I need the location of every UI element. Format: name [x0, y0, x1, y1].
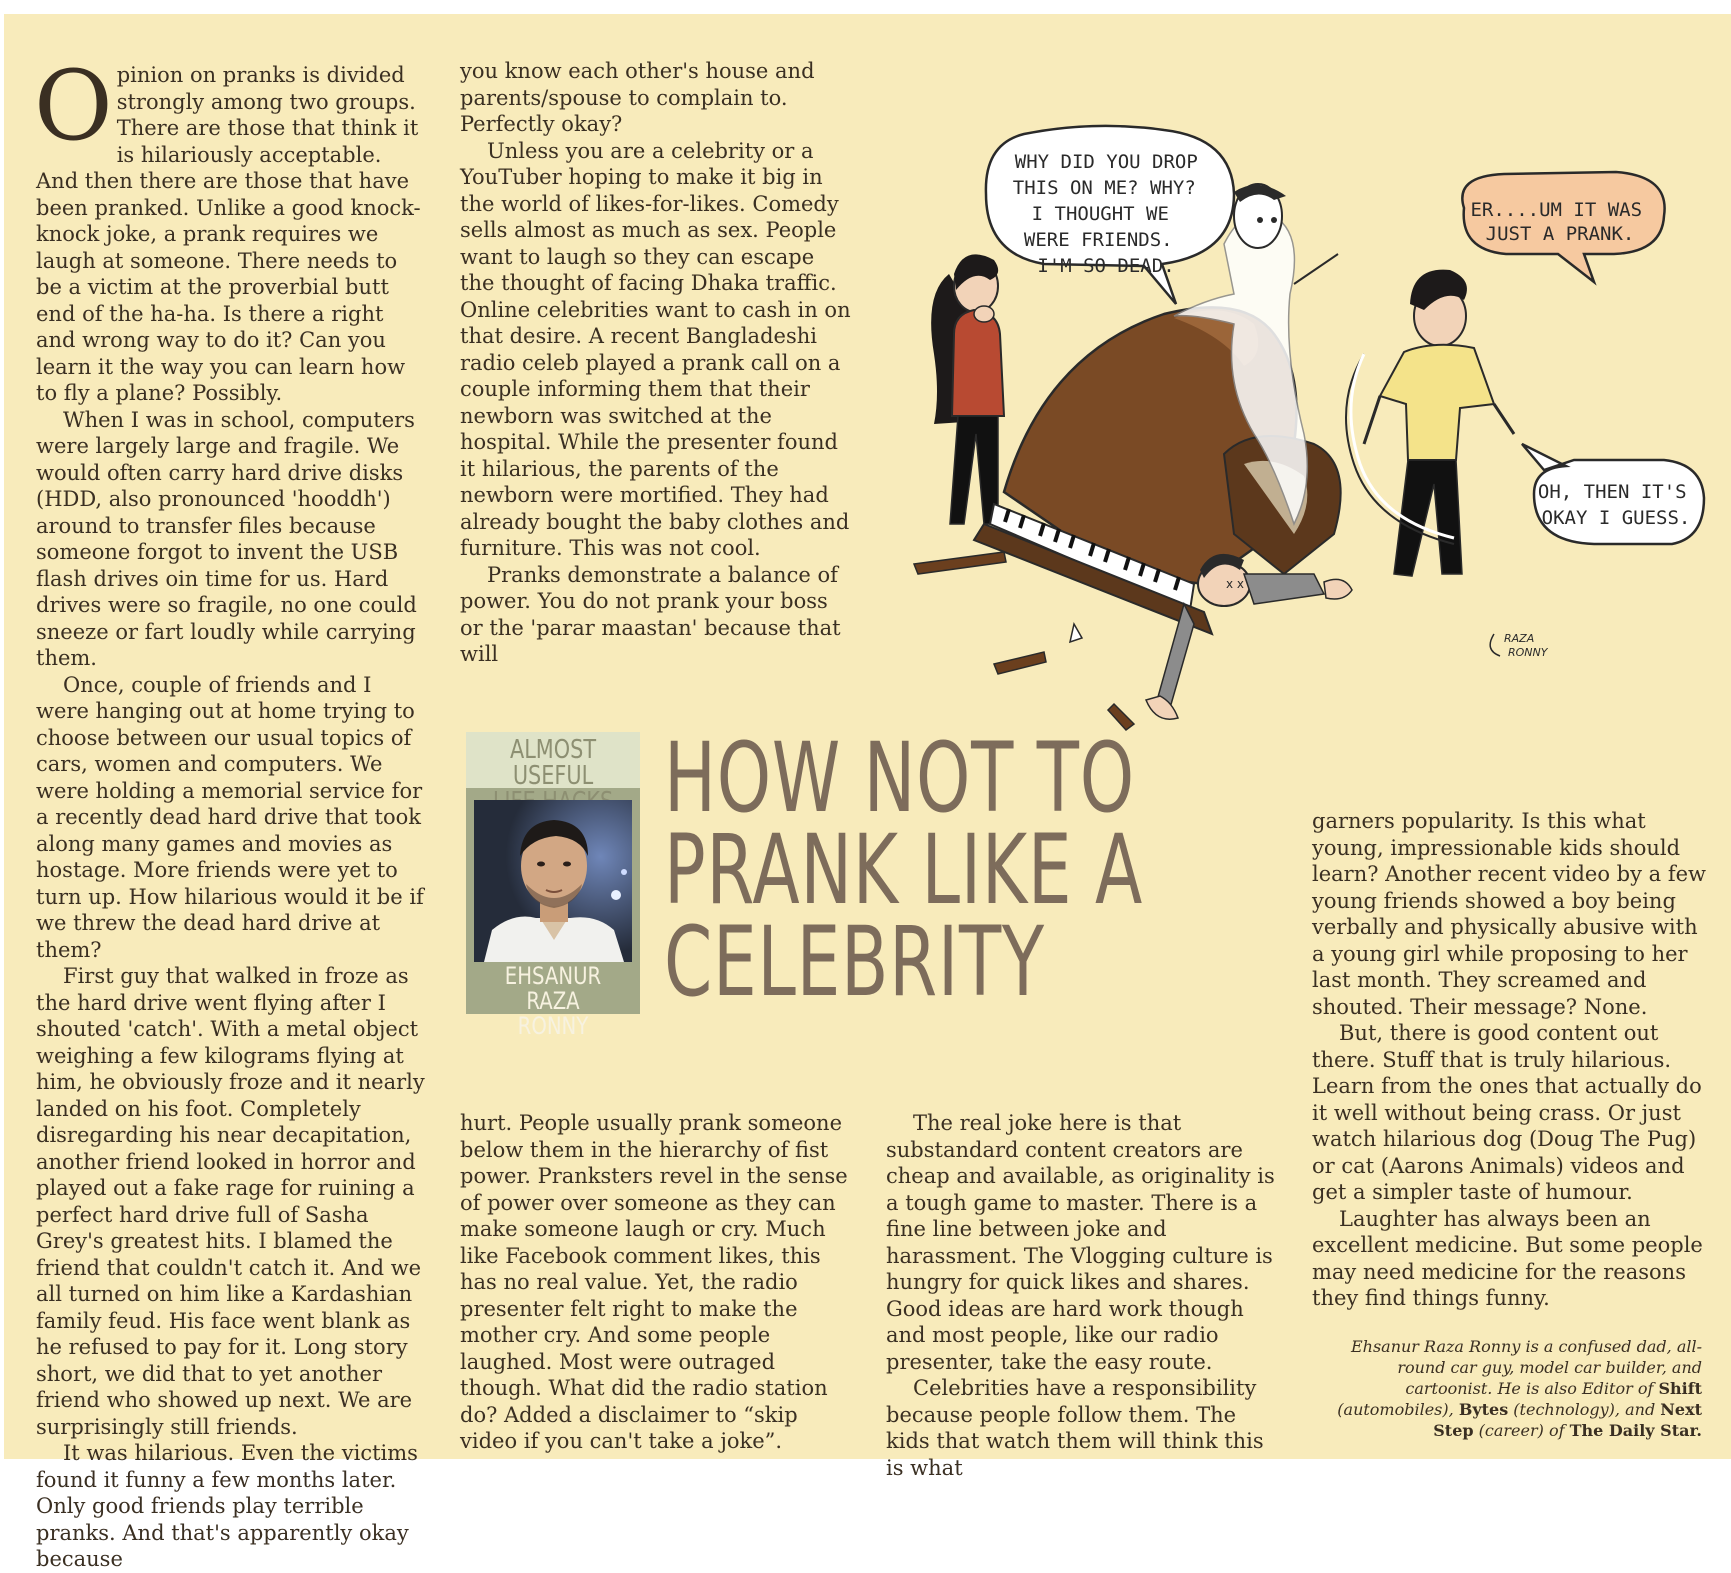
author-bio: Ehsanur Raza Ronny is a confused dad, all-round car guy, model car builder, and cartoonist. He is also Editor of Shift (automobiles), Bytes (technology), and Next Step (career) of The Daily Star. — [1337, 1337, 1702, 1440]
speech-bubble-3 — [1522, 444, 1704, 544]
article-column-2-bottom — [460, 1110, 852, 1455]
paragraph: The real joke here is that substandard content creators are cheap and available, as originality is a tough game to master. There is a fine line between joke and harassment. The Vlogging culture is hungry for quick likes and shares. Good ideas are hard work though and most people, like our radio presenter, take the easy route. — [886, 1111, 1275, 1374]
svg-text:ER....UM IT WAS JUST A: ER....UM IT WAS JUST A PRANK. — [1470, 199, 1643, 245]
article-column-1 — [34, 50, 426, 1573]
paragraph: garners popularity. Is this what young, impressionable kids should learn? Another recent video by a few young friends showed a boy being verbally and physically abusive with a young girl while proposing to her last month. They screamed and shouted. Their message? None. — [1312, 809, 1707, 1019]
article-column-4 — [1312, 808, 1712, 1312]
paragraph: Unless you are a celebrity or a YouTuber hoping to make it big in the world of likes-for-likes. Comedy sells almost as much as sex. People want to laugh so they can escape the thought of facing Dhaka traffic. Online celebrities want to cash in on that desire. A recent Bangladeshi radio celeb played a prank call on a couple informing them that their newborn was switched at the hospital. While the presenter found it hilarious, the parents of the newborn were mortified. They had already bought the baby clothes and furniture. This was not cool. — [460, 138, 851, 560]
column-box — [466, 732, 640, 1040]
paragraph: Pranks demonstrate a balance of power. You do not prank your boss or the 'parar maastan' because that will — [460, 562, 841, 666]
article-column-3-bottom — [886, 1110, 1278, 1481]
artist-signature: RAZA RONNY — [1504, 632, 1548, 659]
speech-bubble-1 — [986, 126, 1234, 304]
svg-text:WHY DID YOU DROP THIS: WHY DID YOU DROP THIS ON ME? WHY? I THOUGHT WE WERE FRIENDS. I'M SO DEAD. — [1012, 151, 1198, 277]
paragraph: Laughter has always been an excellent medicine. But some people may need medicine for the reasons they find things funny. — [1312, 1206, 1703, 1310]
paragraph: hurt. People usually prank someone below them in the hierarchy of fist power. Pranksters revel in the sense of power over someone as they can make someone laugh or cry. Much like Facebook comment likes, this has no real value. Yet, the radio presenter felt right to make the mother cry. And some people laughed. Most were outraged though. What did the radio station do? Added a disclaimer to “skip video if you can't take a joke”. — [460, 1111, 848, 1453]
woman-figure — [931, 254, 1004, 524]
column-name: ALMOST USEFUL — [509, 735, 597, 791]
paragraph: When I was in school, computers were largely large and fragile. We would often carry hard drive disks (HDD, also pronounced 'hooddh') around to transfer files because someone forgot to invent the USB flash drives oin time for us. Hard drives were so fragile, no one could sneeze or fart loudly while carrying them. — [36, 407, 417, 670]
svg-text:x x: x x — [1226, 577, 1245, 591]
author-photo — [474, 800, 632, 962]
speech-bubble-2 — [1462, 172, 1664, 282]
headline: HOW NOT TO PRANK LIKE A CELEBRITY — [664, 722, 1143, 1018]
man-figure — [1346, 270, 1514, 576]
cartoon-illustration — [894, 104, 1714, 744]
paragraph: Opinion on pranks is divided strongly among two groups. There are those that think it is hilariously acceptable. And then there are those that have been pranked. Unlike a good knock-knock joke, a prank requires we laugh at someone. There needs to be a victim at the proverbial butt end of the ha-ha. Is there a right and wrong way to do it? Can you learn it the way you can learn how to fly a plane? Possibly. — [34, 50, 421, 405]
paragraph: Once, couple of friends and I were hanging out at home trying to choose between our usual topics of cars, women and computers. We were holding a memorial service for a recently dead hard drive that took along many games and movies as hostage. More friends were yet to turn up. How hilarious would it be if we threw the dead hard drive at them? — [36, 672, 424, 962]
paragraph: Celebrities have a responsibility because people follow them. The kids that watch them will think this is what — [886, 1376, 1264, 1480]
paragraph: But, there is good content out there. Stuff that is truly hilarious. Learn from the ones that actually do it well without being crass. Or just watch hilarious dog (Doug The Pug) or cat (Aarons Animals) videos and get a simpler taste of humour. — [1312, 1021, 1702, 1204]
author-name: EHSANUR RAZA RONNY — [504, 962, 602, 1040]
paragraph: First guy that walked in froze as the hard drive went flying after I shouted 'catch'. With a metal object weighing a few kilograms flying at him, he obviously froze and it nearly landed on his foot. Completely disregarding his near decapitation, another friend looked in horror and played out a fake rage for ruining a perfect hard drive full of Sasha Grey's greatest hits. I blamed the friend that couldn't catch it. And we all turned on him like a Kardashian family feud. His face went blank as he refused to pay for it. Long story short, we did that to yet another friend who showed up next. We are surprisingly still friends. — [36, 964, 425, 1439]
paragraph: It was hilarious. Even the victims found it funny a few months later. Only good friends play terrible pranks. And that's apparently okay because — [36, 1441, 418, 1571]
article-column-2-top — [460, 58, 852, 668]
newspaper-page — [4, 14, 1731, 1571]
drop-cap: O — [34, 50, 113, 162]
paragraph: you know each other's house and parents/spouse to complain to. Perfectly okay? — [460, 59, 815, 136]
svg-text:OH, THEN IT'S OKAY I G: OH, THEN IT'S OKAY I GUESS. — [1537, 481, 1691, 529]
